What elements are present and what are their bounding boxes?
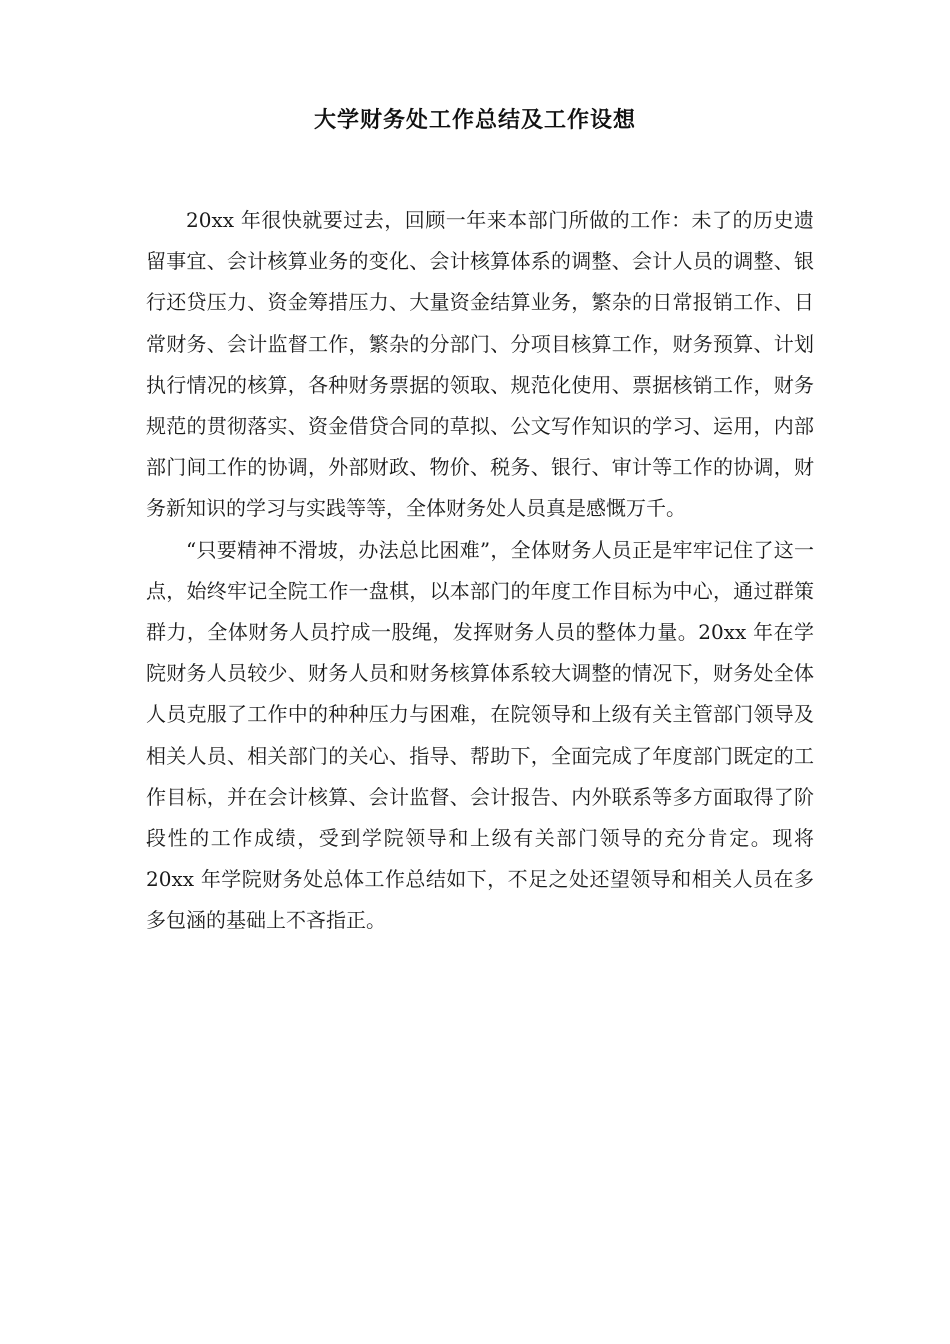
document-body: [146, 200, 814, 942]
paragraph-1: 20xx 年很快就要过去，回顾一年来本部门所做的工作：未了的历史遗留事宜、会计核算业务的变化、会计核算体系的调整、会计人员的调整、银行还贷压力、资金筹措压力、大量资金结算业务，繁杂的日常报销工作、日常财务、会计监督工作，繁杂的分部门、分项目核算工作，财务预算、计划执行情况的核算，各种财务票据的领取、规范化使用、票据核销工作，财务规范的贯彻落实、资金借贷合同的草拟、公文写作知识的学习、运用，内部部门间工作的协调，外部财政、物价、税务、银行、审计等工作的协调，财务新知识的学习与实践等等，全体财务处人员真是感慨万千。: [146, 208, 814, 521]
document-title: 大学财务处工作总结及工作设想: [313, 107, 636, 133]
paragraph-2: “只要精神不滑坡，办法总比困难”，全体财务人员正是牢牢记住了这一点，始终牢记全院工作一盘棋，以本部门的年度工作目标为中心，通过群策群力，全体财务人员拧成一股绳，发挥财务人员的整体力量。20xx 年在学院财务人员较少、财务人员和财务核算体系较大调整的情况下，财务处全体人员克服了工作中的种种压力与困难，在院领导和上级有关主管部门领导及相关人员、相关部门的关心、指导、帮助下，全面完成了年度部门既定的工作目标，并在会计核算、会计监督、会计报告、内外联系等多方面取得了阶段性的工作成绩，受到学院领导和上级有关部门领导的充分肯定。现将 20xx 年学院财务处总体工作总结如下，不足之处还望领导和相关人员在多多包涵的基础上不吝指正。: [146, 537, 814, 933]
